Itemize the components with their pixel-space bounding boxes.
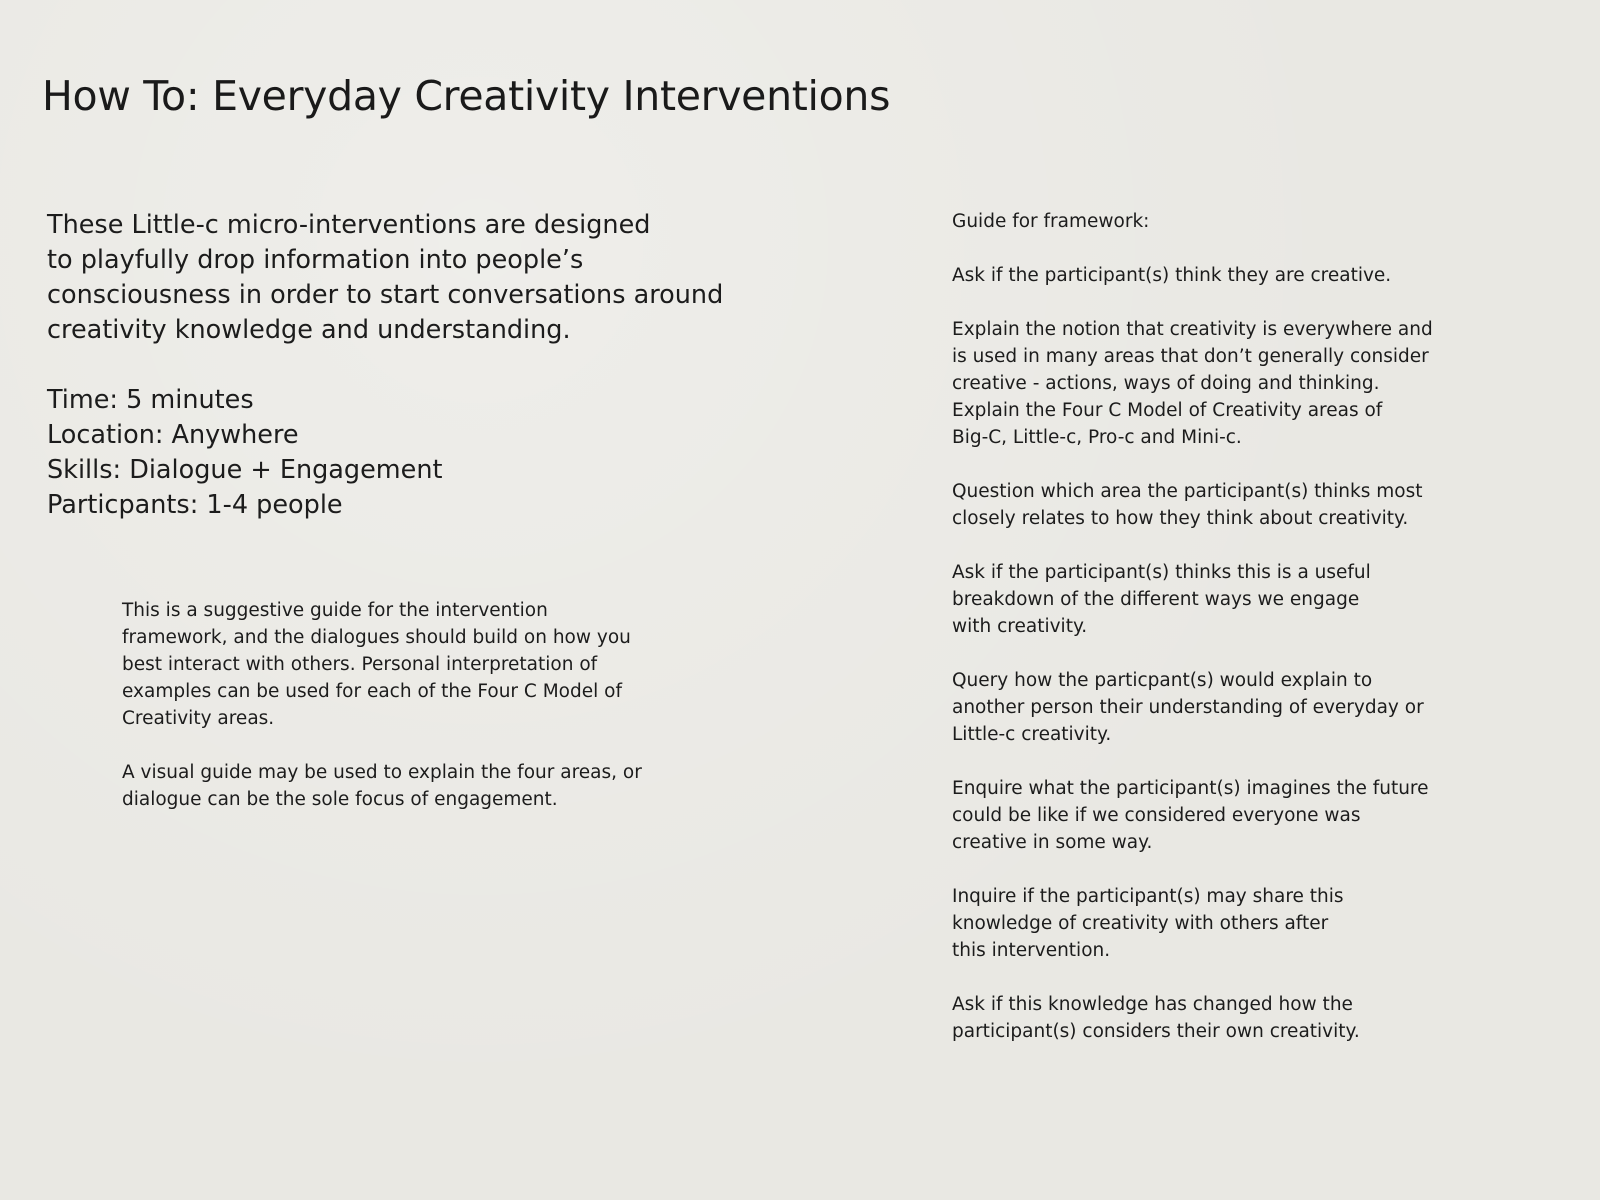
guide-line: breakdown of the different ways we engage: [952, 589, 1360, 610]
note-paragraph: [122, 597, 682, 732]
intro-line: creativity knowledge and understanding.: [47, 315, 571, 345]
framework-guide: [952, 208, 1552, 1072]
guide-line: could be like if we considered everyone was: [952, 805, 1361, 826]
note-paragraph: [122, 759, 682, 813]
guide-line: participant(s) considers their own creativity.: [952, 1021, 1360, 1042]
guide-line: Inquire if the participant(s) may share this: [952, 886, 1344, 907]
note-line: best interact with others. Personal interpretation of: [122, 654, 598, 675]
guide-item: [952, 316, 1552, 451]
guide-item: [952, 667, 1552, 748]
guide-line: Question which area the participant(s) thinks most: [952, 481, 1423, 502]
guide-line: another person their understanding of everyday or: [952, 697, 1424, 718]
detail-participants: Particpants: 1-4 people: [47, 490, 343, 520]
guide-note: [122, 597, 682, 840]
note-line: This is a suggestive guide for the intervention: [122, 600, 548, 621]
guide-line: creative in some way.: [952, 832, 1153, 853]
detail-skills: Skills: Dialogue + Engagement: [47, 455, 443, 485]
guide-line: knowledge of creativity with others after: [952, 913, 1329, 934]
note-line: dialogue can be the sole focus of engagement.: [122, 789, 558, 810]
page-title: How To: Everyday Creativity Interventions: [42, 72, 891, 120]
intro-line: These Little-c micro-interventions are designed: [47, 210, 651, 240]
guide-line: Ask if the participant(s) think they are creative.: [952, 265, 1392, 286]
note-line: framework, and the dialogues should build on how you: [122, 627, 631, 648]
guide-line: Query how the particpant(s) would explain to: [952, 670, 1373, 691]
note-line: Creativity areas.: [122, 708, 275, 729]
intervention-details: [47, 383, 443, 523]
guide-heading: Guide for framework:: [952, 211, 1150, 232]
intro-line: consciousness in order to start conversations around: [47, 280, 724, 310]
note-line: A visual guide may be used to explain the four areas, or: [122, 762, 642, 783]
guide-line: Ask if this knowledge has changed how the: [952, 994, 1353, 1015]
intro-paragraph: [47, 208, 767, 348]
intro-line: to playfully drop information into people’s: [47, 245, 584, 275]
guide-line: closely relates to how they think about creativity.: [952, 508, 1409, 529]
guide-line: Big-C, Little-c, Pro-c and Mini-c.: [952, 427, 1242, 448]
guide-line: Explain the Four C Model of Creativity areas of: [952, 400, 1383, 421]
guide-line: with creativity.: [952, 616, 1088, 637]
guide-line: creative - actions, ways of doing and thinking.: [952, 373, 1380, 394]
guide-line: Explain the notion that creativity is everywhere and: [952, 319, 1433, 340]
guide-line: Enquire what the participant(s) imagines the future: [952, 778, 1429, 799]
guide-item: [952, 559, 1552, 640]
guide-line: Little-c creativity.: [952, 724, 1112, 745]
guide-line: is used in many areas that don’t generally consider: [952, 346, 1429, 367]
guide-item: [952, 991, 1552, 1045]
guide-line: Ask if the participant(s) thinks this is a useful: [952, 562, 1371, 583]
note-line: examples can be used for each of the Four C Model of: [122, 681, 622, 702]
guide-item: [952, 775, 1552, 856]
detail-time: Time: 5 minutes: [47, 385, 254, 415]
guide-line: this intervention.: [952, 940, 1111, 961]
detail-location: Location: Anywhere: [47, 420, 299, 450]
guide-item: [952, 262, 1552, 289]
guide-item: [952, 478, 1552, 532]
guide-item: [952, 883, 1552, 964]
